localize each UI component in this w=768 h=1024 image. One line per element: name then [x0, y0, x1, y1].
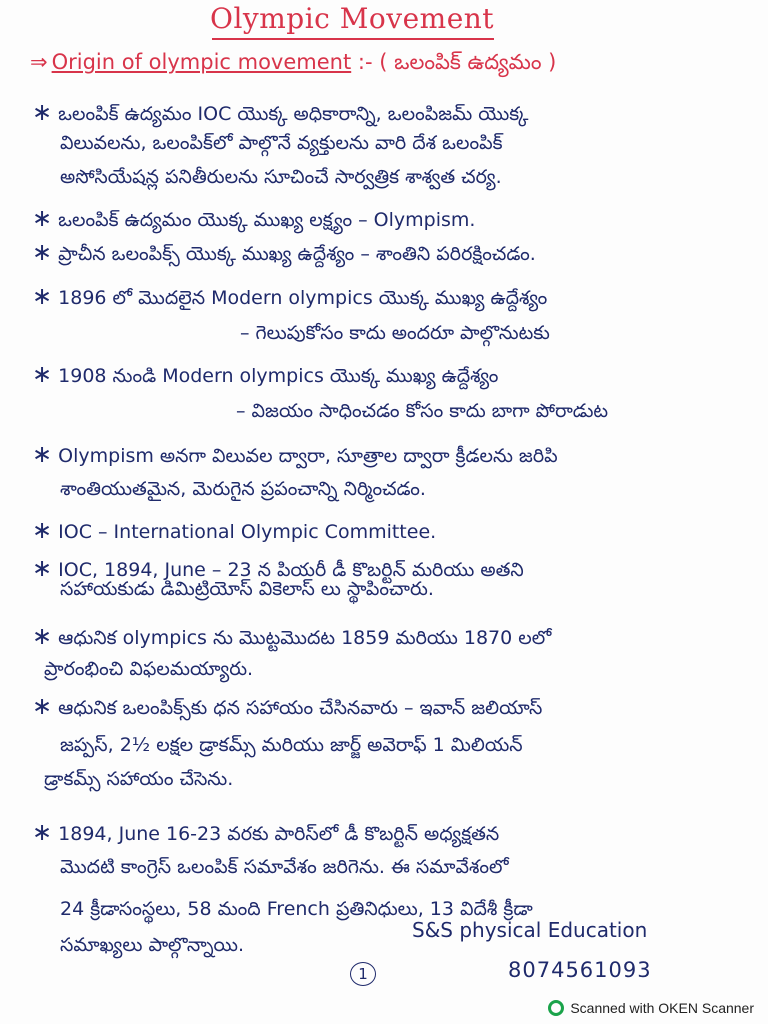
note-line: ∗ 1896 లో మొదలైన Modern olympics యొక్క ముఖ్య ఉద్దేశ్యం	[32, 282, 548, 310]
scanner-text: Scanned with OKEN Scanner	[570, 1000, 754, 1016]
note-line: ∗ 1894, June 16-23 వరకు పారిస్‌లో డీ కొబర్టిన్ అధ్యక్షతన	[32, 818, 500, 846]
page-title: Olympic Movement	[210, 2, 495, 35]
bullet-star-icon: ∗	[32, 360, 53, 388]
note-line: జప్పస్, 2½ లక్షల డ్రాకమ్స్ మరియు జార్జ్ అవెరాఫ్ 1 మిలియన్	[60, 734, 523, 756]
note-line: 24 క్రీడాసంస్థలు, 58 మంది French ప్రతినిధులు, 13 విదేశీ క్రీడా	[60, 898, 533, 920]
note-line: విలువలను, ఒలంపిక్‌లో పాల్గొనే వ్యక్తులను వారి దేశ ఒలంపిక్	[60, 132, 503, 154]
note-line: ∗ ఒలంపిక్ ఉద్యమం IOC యొక్క అధికారాన్ని, ఒలంపిజమ్ యొక్క	[32, 98, 529, 126]
bullet-star-icon: ∗	[32, 622, 53, 650]
section-heading-separator: :-	[351, 50, 380, 74]
bullet-star-icon: ∗	[32, 238, 53, 266]
note-line: ∗ ఆధునిక olympics ను మొట్టమొదట 1859 మరియు 1870 లలో	[32, 622, 552, 650]
section-heading-telugu: ( ఒలంపిక్ ఉద్యమం )	[379, 50, 557, 74]
bullet-star-icon: ∗	[32, 818, 53, 846]
title-underline	[212, 38, 494, 40]
bullet-star-icon: ∗	[32, 516, 53, 544]
bullet-star-icon: ∗	[32, 98, 53, 126]
note-line: మొదటి కాంగ్రెస్ ఒలంపిక్ సమావేశం జరిగెను. ఈ సమావేశంలో	[60, 856, 509, 878]
note-line: అసోసియేషన్ల పనితీరులను సూచించే సార్వత్రిక శాశ్వత చర్య.	[60, 166, 502, 188]
bullet-star-icon: ∗	[32, 692, 53, 720]
author-signature: S&S physical Education	[412, 918, 648, 942]
note-line: ∗ ఆధునిక ఒలంపిక్స్‌కు ధన సహాయం చేసినవారు – ఇవాన్ జలియాస్	[32, 692, 543, 720]
note-line: – గెలుపుకోసం కాదు అందరూ పాల్గొనుటకు	[240, 322, 550, 344]
note-line: శాంతియుతమైన, మెరుగైన ప్రపంచాన్ని నిర్మించడం.	[60, 478, 426, 500]
note-line: ∗ ప్రాచీన ఒలంపిక్స్ యొక్క ముఖ్య ఉద్దేశ్యం – శాంతిని పరిరక్షించడం.	[32, 238, 536, 266]
bullet-star-icon: ∗	[32, 204, 53, 232]
note-line: ∗ IOC – International Olympic Committee.	[32, 516, 437, 544]
arrow-icon: ⇒	[30, 50, 48, 74]
note-line: ∗ Olympism అనగా విలువల ద్వారా, సూత్రాల ద్వారా క్రీడలను జరిపి	[32, 440, 558, 468]
bullet-star-icon: ∗	[32, 440, 53, 468]
scanner-watermark	[548, 1000, 754, 1016]
note-line: ప్రారంభించి విఫలమయ్యారు.	[44, 658, 254, 680]
note-line: సహాయకుడు డిమిట్రియోస్ వికెలాస్ లు స్థాపించారు.	[60, 578, 434, 600]
note-line: సమాఖ్యలు పాల్గొన్నాయి.	[60, 934, 245, 956]
note-line: ∗ IOC, 1894, June – 23 న పియరీ డీ కొబర్టిన్ మరియు అతని	[32, 554, 524, 582]
page-number: 1	[350, 962, 376, 986]
bullet-star-icon: ∗	[32, 282, 53, 310]
phone-number: 8074561093	[508, 958, 652, 982]
note-line: డ్రాకమ్స్ సహాయం చేసెను.	[44, 768, 234, 790]
note-line: ∗ ఒలంపిక్ ఉద్యమం యొక్క ముఖ్య లక్ష్యం – Olympism.	[32, 204, 476, 232]
scanner-logo-icon	[548, 1000, 564, 1016]
note-line: ∗ 1908 నుండి Modern olympics యొక్క ముఖ్య ఉద్దేశ్యం	[32, 360, 499, 388]
section-heading	[30, 50, 556, 80]
section-heading-english: Origin of olympic movement	[51, 50, 352, 74]
bullet-star-icon: ∗	[32, 554, 53, 582]
note-line: – విజయం సాధించడం కోసం కాదు బాగా పోరాడుట	[236, 400, 609, 422]
